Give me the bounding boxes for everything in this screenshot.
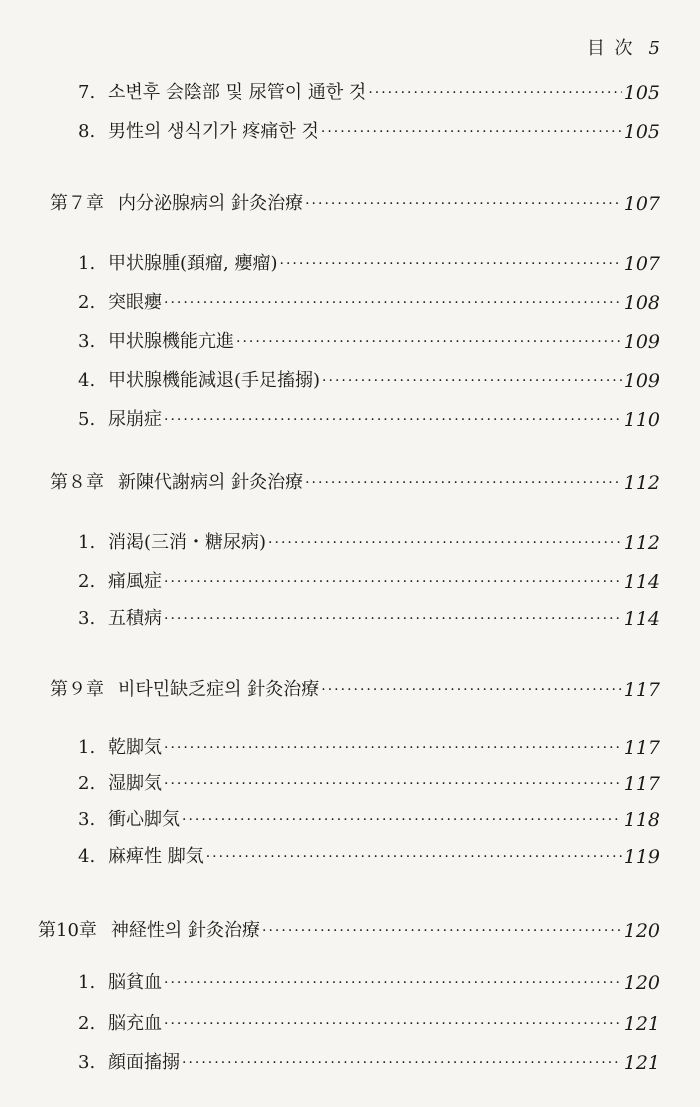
item-page: 121 — [623, 1052, 660, 1074]
toc-item — [0, 964, 700, 994]
item-title: 痛風症 — [108, 571, 162, 592]
item-number: 3. — [78, 331, 96, 352]
toc-item — [0, 524, 700, 554]
item-title: 脳貧血 — [108, 972, 162, 993]
toc-item — [0, 600, 700, 630]
item-number: 3. — [78, 1052, 96, 1073]
toc-item — [0, 838, 700, 868]
chapter-title: 神経性의 針灸治療 — [110, 920, 261, 941]
dot-leader — [164, 1017, 622, 1031]
dot-leader — [164, 413, 622, 427]
item-number: 1. — [78, 532, 96, 553]
toc-item — [0, 362, 700, 392]
chapter-number: 第10章 — [38, 920, 97, 941]
item-page: 114 — [623, 571, 660, 593]
toc-item — [0, 245, 700, 275]
item-title: 甲状腺機能減退(手足搐搦) — [108, 370, 321, 391]
item-title: 男性의 생식기가 疼痛한 것 — [108, 121, 319, 142]
item-title: 突眼癭 — [108, 292, 162, 313]
toc-item — [0, 765, 700, 795]
chapter-page: 112 — [623, 472, 660, 494]
item-title: 脳充血 — [108, 1013, 162, 1034]
dot-leader — [305, 197, 622, 211]
item-number: 3. — [78, 608, 96, 629]
dot-leader — [262, 924, 622, 938]
item-page: 121 — [623, 1013, 660, 1035]
item-number: 1. — [78, 253, 96, 274]
dot-leader — [321, 683, 621, 697]
chapter-page: 107 — [623, 193, 660, 215]
item-number: 2. — [78, 1013, 96, 1034]
page-number: 5 — [648, 38, 662, 59]
dot-leader — [368, 86, 621, 100]
dot-leader — [206, 850, 622, 864]
dot-leader — [322, 374, 622, 388]
toc-item — [0, 729, 700, 759]
toc-item — [0, 1005, 700, 1035]
item-page: 117 — [623, 773, 660, 795]
item-title: 顔面搐搦 — [108, 1052, 180, 1073]
item-page: 120 — [623, 972, 660, 994]
toc-item — [0, 801, 700, 831]
chapter-heading — [0, 912, 700, 942]
item-title: 甲状腺機能亢進 — [108, 331, 234, 352]
item-title: 五積病 — [108, 608, 162, 629]
item-page: 109 — [623, 331, 660, 353]
running-title: 目 次 — [586, 38, 635, 59]
item-page: 112 — [623, 532, 660, 554]
item-number: 4. — [78, 370, 96, 391]
item-page: 110 — [623, 409, 660, 431]
toc-item — [0, 563, 700, 593]
chapter-heading — [0, 464, 700, 494]
item-page: 118 — [623, 809, 660, 831]
item-page: 119 — [623, 846, 660, 868]
item-title: 衝心脚気 — [108, 809, 180, 830]
dot-leader — [164, 976, 622, 990]
toc-item — [0, 74, 700, 104]
toc-item — [0, 113, 700, 143]
toc-item — [0, 323, 700, 353]
item-page: 114 — [623, 608, 660, 630]
dot-leader — [182, 1056, 622, 1070]
chapter-page: 117 — [623, 679, 660, 701]
chapter-title: 비타민缺乏症의 針灸治療 — [118, 679, 320, 700]
toc-item — [0, 284, 700, 314]
item-page: 108 — [623, 292, 660, 314]
item-number: 8. — [78, 121, 96, 142]
chapter-title: 内分泌腺病의 針灸治療 — [118, 193, 304, 214]
item-number: 4. — [78, 846, 96, 867]
item-title: 消渇(三消・糖尿病) — [108, 532, 267, 553]
item-page: 107 — [623, 253, 660, 275]
item-title: 麻痺性 脚気 — [108, 846, 204, 867]
item-title: 甲状腺腫(頚瘤, 癭瘤) — [108, 253, 278, 274]
item-page: 109 — [623, 370, 660, 392]
item-page: 105 — [623, 121, 660, 143]
dot-leader — [305, 476, 622, 490]
chapter-number: 第８章 — [50, 472, 104, 493]
dot-leader — [321, 125, 622, 139]
item-title: 湿脚気 — [108, 773, 162, 794]
item-title: 乾脚気 — [108, 737, 162, 758]
item-number: 7. — [78, 82, 96, 103]
item-number: 2. — [78, 773, 96, 794]
item-number: 1. — [78, 737, 96, 758]
item-title: 소변후 会陰部 및 尿管이 通한 것 — [108, 82, 367, 103]
item-page: 117 — [623, 737, 660, 759]
chapter-heading — [0, 185, 700, 215]
item-page: 105 — [623, 82, 660, 104]
dot-leader — [164, 612, 622, 626]
dot-leader — [182, 813, 622, 827]
dot-leader — [164, 575, 622, 589]
dot-leader — [280, 257, 622, 271]
dot-leader — [164, 741, 622, 755]
item-number: 5. — [78, 409, 96, 430]
item-number: 3. — [78, 809, 96, 830]
item-number: 2. — [78, 292, 96, 313]
chapter-title: 新陳代謝病의 針灸治療 — [118, 472, 304, 493]
toc-item — [0, 401, 700, 431]
dot-leader — [268, 536, 622, 550]
item-number: 1. — [78, 972, 96, 993]
item-title: 尿崩症 — [108, 409, 162, 430]
chapter-page: 120 — [623, 920, 660, 942]
dot-leader — [164, 296, 622, 310]
item-number: 2. — [78, 571, 96, 592]
chapter-heading — [0, 671, 700, 701]
dot-leader — [164, 777, 622, 791]
chapter-number: 第７章 — [50, 193, 104, 214]
chapter-number: 第９章 — [50, 679, 104, 700]
dot-leader — [236, 335, 622, 349]
toc-item — [0, 1044, 700, 1074]
